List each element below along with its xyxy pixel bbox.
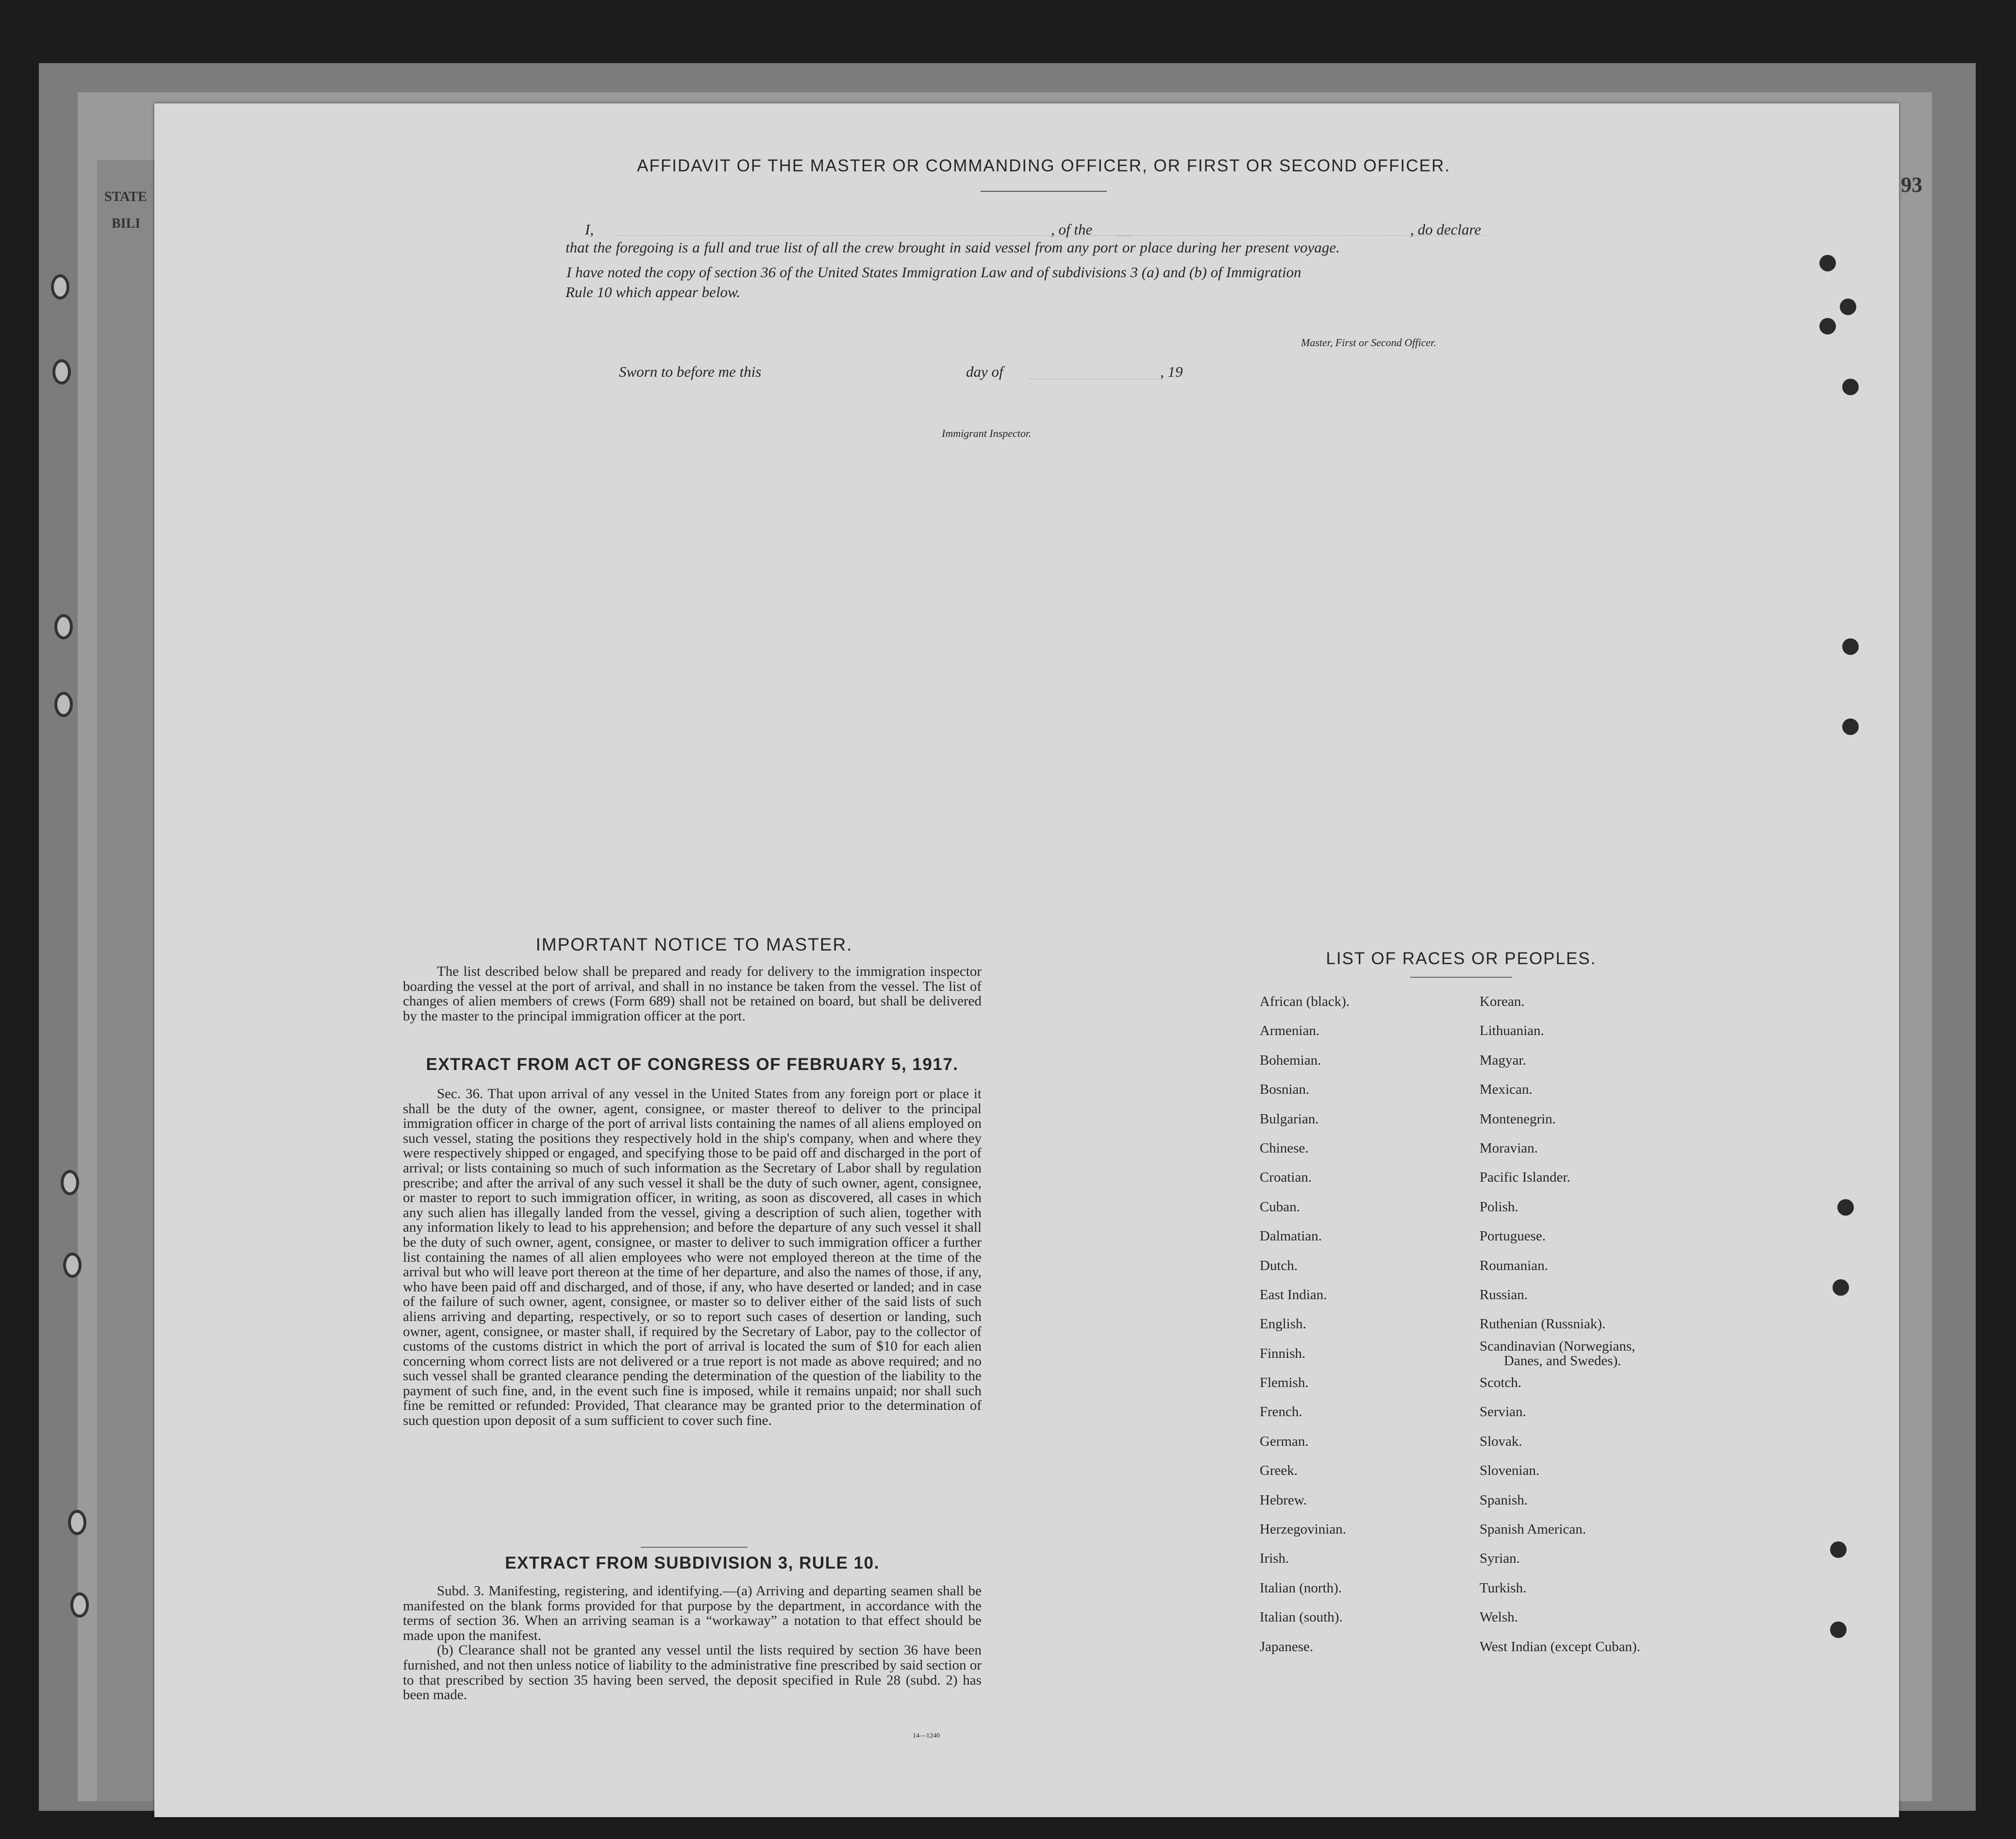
race-item: Pacific Islander. [1480, 1170, 1570, 1186]
extract-act-title: EXTRACT FROM ACT OF CONGRESS OF FEBRUARY 5, 1917. [426, 1055, 959, 1074]
month-blank [1029, 365, 1160, 379]
race-item: Flemish. [1260, 1375, 1309, 1391]
punch-hole [1830, 1622, 1847, 1638]
affidavit-line-2: that the foregoing is a full and true list of all the crew brought in said vessel from any port or place during her present voyage. [566, 239, 1340, 256]
race-item-line: Scandinavian (Norwegians, [1480, 1338, 1635, 1354]
race-item: Welsh. [1480, 1609, 1518, 1625]
race-item: African (black). [1260, 994, 1350, 1009]
punch-hole [1840, 299, 1856, 315]
punch-hole [1842, 379, 1859, 395]
race-item: Mexican. [1480, 1082, 1533, 1098]
race-item: Slovenian. [1480, 1463, 1540, 1479]
section-rule [641, 1547, 748, 1548]
race-item: Italian (north). [1260, 1580, 1342, 1596]
race-item: Russian. [1480, 1287, 1528, 1303]
race-item: Spanish American. [1480, 1521, 1586, 1538]
punch-hole [1842, 638, 1859, 655]
race-item: Servian. [1480, 1404, 1526, 1420]
race-item: Portuguese. [1480, 1228, 1546, 1244]
margin-fragment: BILI [112, 216, 141, 231]
races-list-right [1480, 987, 1640, 1661]
race-item: Armenian. [1260, 1023, 1320, 1039]
notice-text [403, 964, 982, 1023]
signature-label: Master, First or Second Officer. [1301, 336, 1436, 349]
binder-hole [51, 274, 69, 300]
race-item: Scotch. [1480, 1375, 1522, 1391]
race-item: Greek. [1260, 1463, 1298, 1479]
race-item-scandinavian [1480, 1339, 1640, 1368]
binder-hole [54, 692, 73, 717]
section-36-paragraph: Sec. 36. That upon arrival of any vessel in the United States from any foreign port or place it shall be the duty of the owner, agent, consignee, or master thereof to deliver to the principal immigration officer in charge of the port of arrival lists containing the names of all aliens employed on such vessel, stating the positions they respectively hold in the ship's company, when and where they were respectively shipped or engaged, and specifying those to be paid off and discharged in the port of arrival; or lists containing so much of such information as the Secretary of Labor shall by regulation prescribe; and after the arrival of any such vessel it shall be the duty of such owner, agent, consignee, or master to report to such immigration officer, in writing, as soon as discovered, all cases in which any such alien has illegally landed from the vessel, giving a description of such alien, together with any information likely to lead to his apprehension; and before the departure of any such vessel it shall be the duty of such owner, agent, consignee, or master to deliver to such immigration officer a further list containing the names of all alien employees who were not employed thereon at the time of the arrival but who will leave port thereon at the time of her departure, and also the names of those, if any, who have been paid off and discharged, and of those, if any, who have deserted or landed; and in case of the failure of such owner, agent, consignee, or master so to deliver either of the said lists of such aliens arriving and departing, respectively, or so to report such cases of desertion or landing, such owner, agent, consignee, or master shall, if required by the Secretary of Labor, pay to the collector of customs of the customs district in which the port of arrival is located the sum of $10 for each alien concerning whom correct lists are not delivered or a true report is not made as above required; and no such vessel shall be granted clearance pending the determination of the question of the liability to the payment of such fine, and, in the event such fine is imposed, while it remains unpaid; nor shall such fine be remitted or refunded: Provided, That clearance may be granted prior to the determination of such question upon deposit of a sum sufficient to cover such fine. [403, 1086, 982, 1429]
race-item: Japanese. [1260, 1638, 1314, 1655]
race-item: Chinese. [1260, 1140, 1309, 1156]
punch-hole [1833, 1279, 1849, 1296]
binder-hole [70, 1592, 89, 1618]
rule-10-paragraph-a: Subd. 3. Manifesting, registering, and identifying.—(a) Arriving and departing seamen shall be manifested on the blank forms provided for that purpose by the department, in accordance with the terms of section 36. When an arriving seaman is a “workaway” a notation to that effect should be made upon the manifest. [403, 1583, 982, 1643]
race-item: Lithuanian. [1480, 1023, 1544, 1039]
race-item: Irish. [1260, 1551, 1289, 1567]
notice-paragraph: The list described below shall be prepared and ready for delivery to the immigration inspector boarding the vessel at the port of arrival, and shall in no instance be taken from the vessel. The list of changes of alien members of crews (Form 689) shall not be retained on board, but shall be delivered by the master to the principal immigration officer at the port. [403, 964, 982, 1024]
race-item: Hebrew. [1260, 1492, 1307, 1508]
race-item: French. [1260, 1404, 1302, 1420]
race-item: Finnish. [1260, 1345, 1306, 1361]
punch-hole [1819, 318, 1836, 334]
race-item: Korean. [1480, 994, 1525, 1009]
race-item: Dutch. [1260, 1257, 1298, 1273]
race-item: West Indian (except Cuban). [1480, 1638, 1641, 1655]
punch-hole [1819, 255, 1836, 271]
underlying-page-edge [97, 160, 155, 1801]
binder-hole [54, 614, 73, 639]
race-item: English. [1260, 1316, 1306, 1332]
punch-hole [1842, 719, 1859, 735]
page-number: 93 [1901, 173, 1922, 197]
binder-hole [63, 1253, 82, 1278]
margin-fragment: STATE [104, 189, 147, 204]
race-item: East Indian. [1260, 1287, 1327, 1303]
race-item: Polish. [1480, 1199, 1518, 1215]
sworn-day-of: day of [966, 363, 1003, 380]
race-item: Italian (south). [1260, 1609, 1343, 1625]
race-item: Moravian. [1480, 1140, 1538, 1156]
sworn-text: Sworn to before me this [619, 363, 762, 380]
race-item: Bosnian. [1260, 1082, 1310, 1098]
race-item: Montenegrin. [1480, 1111, 1556, 1127]
race-item: Croatian. [1260, 1170, 1312, 1186]
affidavit-title: AFFIDAVIT OF THE MASTER OR COMMANDING OFFICER, OR FIRST OR SECOND OFFICER. [637, 156, 1450, 175]
punch-hole [1837, 1199, 1854, 1216]
races-rule [1410, 977, 1512, 978]
binder-hole [68, 1510, 86, 1535]
race-item: Ruthenian (Russniak). [1480, 1316, 1606, 1332]
binder-hole [52, 359, 71, 385]
binder-hole [61, 1170, 79, 1195]
affidavit-i: I, [585, 221, 594, 238]
race-item-line: Danes, and Swedes). [1504, 1353, 1621, 1369]
section-36-text [403, 1087, 982, 1428]
affidavit-do-declare: , do declare [1410, 221, 1482, 238]
punch-hole [1830, 1541, 1847, 1558]
races-list-left [1260, 987, 1350, 1661]
race-item: Bulgarian. [1260, 1111, 1319, 1127]
race-item: Slovak. [1480, 1433, 1522, 1449]
sworn-year: , 19 [1160, 363, 1183, 380]
race-item: Spanish. [1480, 1492, 1528, 1508]
race-item: Dalmatian. [1260, 1228, 1322, 1244]
race-item: Bohemian. [1260, 1052, 1321, 1068]
race-item: Cuban. [1260, 1199, 1300, 1215]
race-item: Roumanian. [1480, 1257, 1548, 1273]
affidavit-line-3: I have noted the copy of section 36 of the United States Immigration Law and of subdivisions 3 (a) and (b) of Immigration [566, 264, 1301, 281]
race-item: Magyar. [1480, 1052, 1526, 1068]
title-rule [981, 191, 1107, 192]
notice-title: IMPORTANT NOTICE TO MASTER. [535, 935, 853, 954]
form-number: 14—1240 [913, 1732, 940, 1739]
extract-rule-title: EXTRACT FROM SUBDIVISION 3, RULE 10. [505, 1554, 880, 1572]
races-title: LIST OF RACES OR PEOPLES. [1326, 949, 1597, 968]
rule-10-text [403, 1584, 982, 1703]
inspector-label: Immigrant Inspector. [942, 427, 1032, 439]
rule-10-paragraph-b: (b) Clearance shall not be granted any vessel until the lists required by section 36 have been furnished, and not then unless notice of liability to the administrative fine prescribed by said section or to that prescribed by section 35 having been served, the deposit specified in Rule 28 (subd. 2) has been made. [403, 1642, 982, 1703]
race-item: Herzegovinian. [1260, 1521, 1346, 1538]
race-item: Turkish. [1480, 1580, 1527, 1596]
affidavit-of-the: , of the [1051, 221, 1093, 238]
race-item: Syrian. [1480, 1551, 1520, 1567]
race-item: German. [1260, 1433, 1309, 1449]
affidavit-line-4: Rule 10 which appear below. [566, 284, 741, 301]
